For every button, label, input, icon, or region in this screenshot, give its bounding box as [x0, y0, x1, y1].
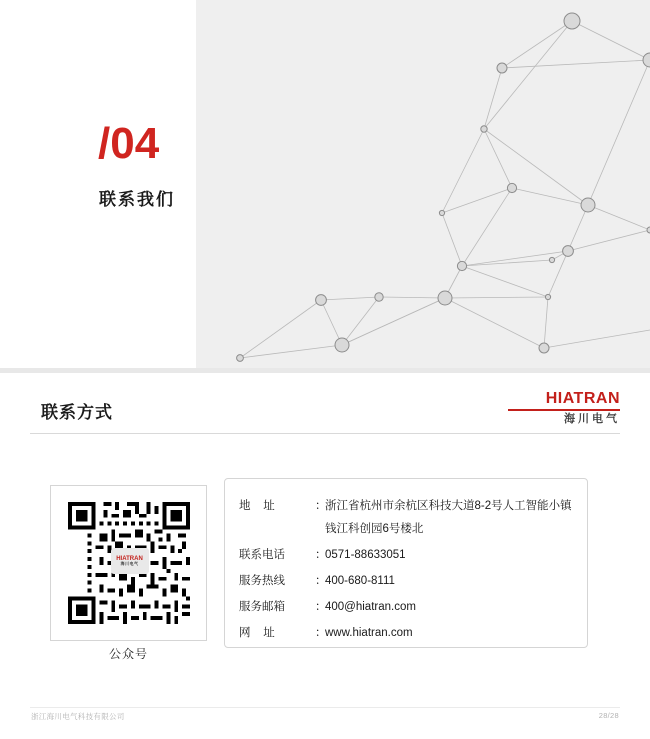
qr-code-card — [50, 485, 207, 641]
page-title: 联系方式 — [41, 403, 113, 422]
info-colon: ： — [315, 549, 327, 561]
info-colon: ： — [315, 500, 327, 512]
contact-info-row-phone — [239, 544, 579, 567]
qr-center-latin: HIATRAN — [116, 555, 143, 562]
info-value: 400-680-8111 — [325, 575, 395, 587]
contact-info-row-email — [239, 596, 579, 619]
divider-right-panel — [196, 0, 650, 368]
brand-logo-latin: HIATRAN — [545, 390, 620, 407]
info-colon: ： — [315, 627, 327, 639]
info-label: 网 址 — [239, 627, 275, 639]
qr-center-chinese: 海川电气 — [120, 560, 139, 566]
info-label: 服务邮箱 — [239, 601, 285, 613]
info-value-line1: 浙江省杭州市余杭区科技大道8-2号人工智能小镇 — [325, 500, 572, 512]
contact-info-row-hotline — [239, 570, 579, 593]
section-divider-slide — [0, 0, 650, 368]
info-colon: ： — [315, 575, 327, 587]
section-title: 联系我们 — [99, 190, 175, 209]
divider-left-panel — [0, 0, 196, 368]
info-colon: ： — [315, 601, 327, 613]
title-divider — [30, 433, 620, 434]
network-nodes-graphic — [196, 0, 650, 368]
info-value: www.hiatran.com — [325, 627, 413, 639]
contact-info-list — [239, 495, 579, 648]
qr-center-logo — [111, 548, 149, 574]
footer-company: 浙江海川电气科技有限公司 — [31, 712, 125, 721]
brand-logo-rule — [508, 409, 620, 411]
footer-page-number: 28/28 — [598, 711, 619, 720]
info-label: 服务热线 — [239, 575, 285, 587]
qr-caption: 公众号 — [108, 647, 148, 661]
info-value: 0571-88633051 — [325, 549, 406, 561]
footer-divider — [30, 707, 620, 708]
info-label: 地 址 — [239, 500, 275, 512]
wechat-qr-code — [64, 498, 194, 628]
brand-logo — [490, 391, 620, 426]
contact-info-row-website — [239, 622, 579, 645]
contact-slide — [0, 373, 650, 739]
brand-logo-chinese: 海川电气 — [564, 412, 620, 425]
contact-info-row-address — [239, 495, 579, 541]
info-value-line2: 钱江科创园6号楼北 — [325, 523, 424, 535]
section-number: /04 — [98, 119, 160, 168]
info-value — [325, 495, 579, 541]
info-label: 联系电话 — [239, 549, 285, 561]
info-value: 400@hiatran.com — [325, 601, 416, 613]
